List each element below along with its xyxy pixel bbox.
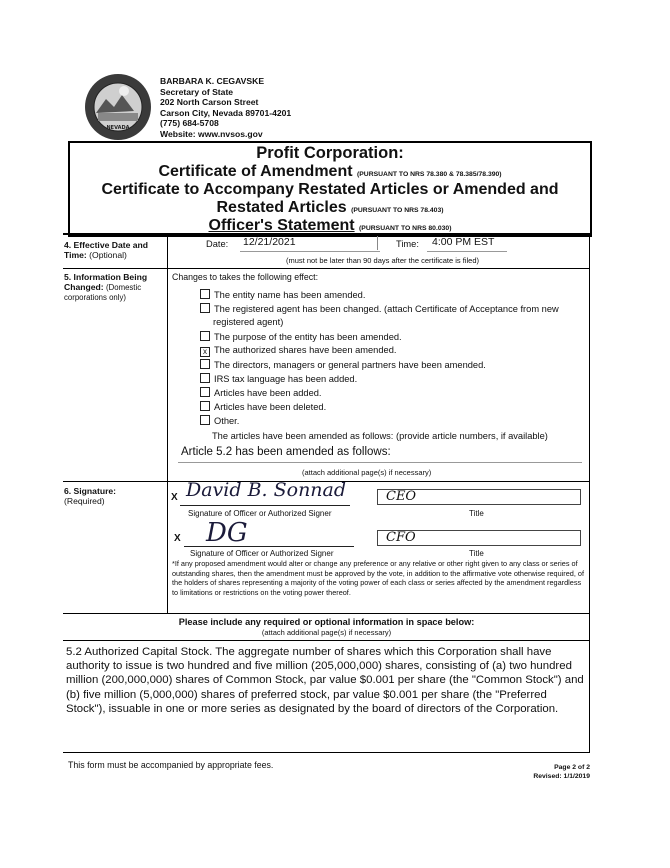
checkbox[interactable] (200, 331, 210, 341)
attach-note: (attach additional page(s) if necessary) (302, 468, 432, 477)
footer-note: This form must be accompanied by appropriate fees. (68, 760, 274, 770)
signature-footnote: *If any proposed amendment would alter or change any preference or any relative or other right given to any class or series of outstanding shares, then the amendment must be approved by the vote, in addition to the affirmative vote otherwise required, of the holders of shares representing a majority of the voting power of each class or series affected by the amendment regardless to limitations or restrictions on the voting power thereof. (172, 559, 584, 597)
officer-signature-1[interactable]: David B. Sonnad (186, 479, 347, 501)
amended-articles-field[interactable]: Article 5.2 has been amended as follows: (181, 446, 391, 458)
title-caption-2: Title (469, 549, 484, 558)
officer-signature-2[interactable]: DG (206, 518, 248, 548)
time-label: Time: (396, 239, 419, 249)
title-field-1[interactable]: CEO (377, 489, 581, 505)
address-line-2: Carson City, Nevada 89701-4201 (160, 107, 292, 118)
checkbox[interactable]: x (200, 347, 210, 357)
title-field-2[interactable]: CFO (377, 530, 581, 546)
svg-text:NEVADA: NEVADA (106, 125, 130, 131)
title-officers-statement: Officer's Statement (PURSUANT TO NRS 80.030) (208, 217, 452, 234)
date-label: Date: (206, 239, 229, 249)
signature-caption-2: Signature of Officer or Authorized Signer (190, 549, 334, 558)
title-box (68, 141, 592, 237)
title-caption-1: Title (469, 509, 484, 518)
change-item[interactable]: Articles have been deleted. (200, 401, 326, 413)
effective-time-field[interactable]: 4:00 PM EST (432, 236, 495, 248)
change-item[interactable]: Other. (200, 415, 239, 427)
section6-label: 6. Signature: (Required) (64, 486, 117, 506)
address-line-1: 202 North Carson Street (160, 97, 259, 107)
section4-label: 4. Effective Date and Time: (Optional) (64, 240, 149, 260)
section5-label: 5. Information Being Changed: (Domestic corporations only) (64, 272, 148, 302)
amended-intro: The articles have been amended as follows: (provide article numbers, if available) (212, 431, 548, 441)
additional-heading: Please include any required or optional information in space below: (178, 617, 475, 627)
title-certificate-of-amendment: Certificate of Amendment (PURSUANT TO NRS 78.380 & 78.385/78.390) (158, 163, 502, 180)
change-item[interactable]: IRS tax language has been added. (200, 373, 357, 385)
signature-caption-1: Signature of Officer or Authorized Signer (188, 509, 332, 518)
page-number: Page 2 of 2 (554, 764, 590, 771)
secretary-name: BARBARA K. CEGAVSKE (160, 76, 265, 86)
changes-intro: Changes to takes the following effect: (172, 272, 319, 282)
checkbox[interactable] (200, 303, 210, 313)
effective-date-field[interactable]: 12/21/2021 (243, 236, 296, 248)
checkbox[interactable] (200, 387, 210, 397)
checkbox[interactable] (200, 415, 210, 425)
additional-sub: (attach additional page(s) if necessary) (261, 628, 392, 637)
checkbox[interactable] (200, 359, 210, 369)
phone: (775) 684-5708 (160, 118, 219, 128)
signature-x-1: X (171, 492, 178, 503)
signature-x-2: X (174, 533, 181, 544)
change-item[interactable]: x The authorized shares have been amended. (200, 345, 396, 357)
date-note: (must not be later than 90 days after the certificate is filed) (286, 256, 480, 265)
secretary-office: Secretary of State (160, 86, 234, 97)
change-item[interactable]: The registered agent has been changed. (attach Certificate of Acceptance from new (200, 303, 559, 315)
change-item[interactable]: Articles have been added. (200, 387, 322, 399)
change-item-cont: registered agent) (213, 317, 284, 327)
checkbox[interactable] (200, 401, 210, 411)
revised-date: Revised: 1/1/2019 (533, 773, 590, 780)
website: Website: www.nvsos.gov (160, 128, 263, 139)
nevada-seal (84, 73, 152, 141)
additional-info-text[interactable]: 5.2 Authorized Capital Stock. The aggregate number of shares which this Corporation shall have authority to issue is two hundred and five million (205,000,000) shares, consisting of (a) two hundred million (200,000,000) shares of Common Stock, par value $0.001 per share (the "Common Stock") and (b) five million (5,000,000) shares of preferred stock, par value $0.001 per share (the "Preferred Stock"), issuable in one or more series as designated by the board of directors of the Corporation. (66, 646, 584, 715)
title-profit-corp: Profit Corporation: (256, 144, 404, 162)
checkbox[interactable] (200, 373, 210, 383)
checkbox[interactable] (200, 289, 210, 299)
title-restated-articles-2: Restated Articles (PURSUANT TO NRS 78.403) (216, 199, 444, 216)
change-item[interactable]: The purpose of the entity has been amended. (200, 331, 402, 343)
change-item[interactable]: The entity name has been amended. (200, 289, 365, 301)
change-item[interactable]: The directors, managers or general partners have been amended. (200, 359, 486, 371)
title-restated-articles: Certificate to Accompany Restated Articles or Amended and (101, 181, 559, 198)
